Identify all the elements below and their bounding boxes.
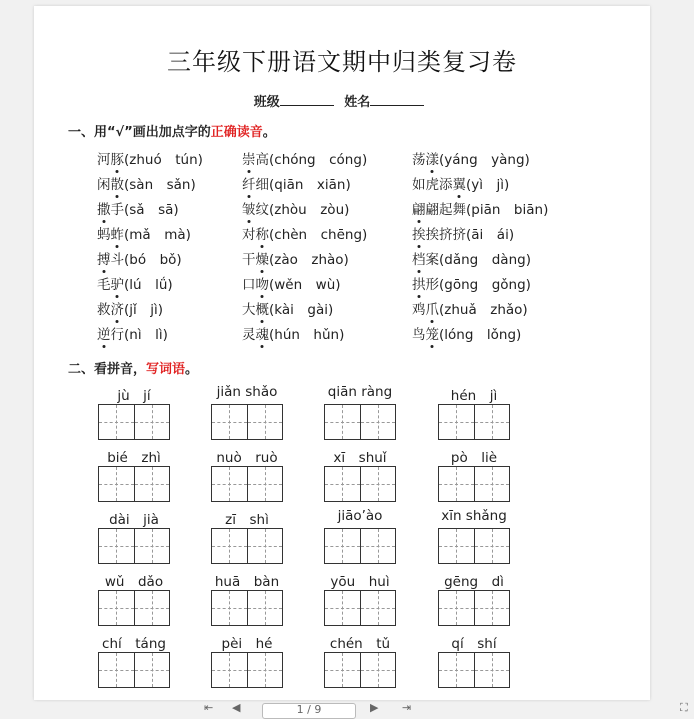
word-item — [412, 148, 530, 168]
word-row — [97, 248, 617, 268]
pinyin-label: qiān ràng — [327, 384, 393, 400]
pinyin-options[interactable]: (yì jì) — [466, 177, 510, 193]
word-item — [242, 198, 349, 218]
word-text: 荡漾 — [412, 152, 439, 168]
pinyin-label: qí shí — [451, 636, 497, 652]
writing-boxes[interactable] — [438, 466, 510, 502]
pinyin-label: xīn shǎng — [441, 508, 507, 524]
pinyin-options[interactable]: (sǎ sā) — [124, 202, 179, 218]
word-item — [97, 248, 182, 268]
word-text: 如虎添翼 — [412, 177, 466, 193]
character-box[interactable] — [248, 529, 283, 563]
writing-boxes[interactable] — [324, 528, 396, 564]
name-class-bar — [34, 91, 650, 110]
character-box[interactable] — [439, 591, 475, 625]
pinyin-options[interactable]: (āi ái) — [466, 227, 515, 243]
character-box[interactable] — [325, 529, 361, 563]
writing-boxes[interactable] — [98, 590, 170, 626]
word-text: 闲散 — [97, 177, 124, 193]
pinyin-options[interactable]: (sàn sǎn) — [124, 177, 196, 193]
class-label: 班级 — [253, 95, 280, 110]
word-text: 毛驴 — [97, 277, 124, 293]
word-item — [412, 173, 509, 193]
pinyin-label: dài jià — [109, 512, 159, 528]
writing-boxes[interactable] — [211, 590, 283, 626]
prev-page-icon[interactable]: ◀ — [232, 701, 241, 714]
character-box[interactable] — [135, 529, 170, 563]
character-box[interactable] — [475, 405, 510, 439]
character-box[interactable] — [212, 405, 248, 439]
pinyin-label: zī shì — [225, 512, 269, 528]
viewer-toolbar — [0, 701, 694, 716]
pinyin-options[interactable]: (bó bǒ) — [124, 252, 182, 268]
word-item — [242, 248, 349, 268]
character-box[interactable] — [361, 405, 396, 439]
document-page — [34, 6, 650, 700]
character-box[interactable] — [475, 591, 510, 625]
word-item — [242, 323, 344, 343]
next-page-icon[interactable]: ▶ — [370, 701, 379, 714]
word-item — [97, 223, 191, 243]
word-text: 逆行 — [97, 327, 124, 343]
pinyin-label: jù jí — [117, 388, 151, 404]
pinyin-options[interactable]: (chèn chēng) — [269, 227, 368, 243]
fullscreen-icon[interactable]: ⛶ — [680, 701, 688, 714]
pinyin-options[interactable]: (nì lì) — [124, 327, 168, 343]
pinyin-label: wǔ dǎo — [104, 574, 164, 590]
writing-boxes[interactable] — [98, 404, 170, 440]
word-text: 撒手 — [97, 202, 124, 218]
section-2-heading: 二、看拼音，写词语。 — [68, 362, 199, 377]
character-box[interactable] — [439, 405, 475, 439]
word-text: 河豚 — [97, 152, 124, 168]
pinyin-options[interactable]: (wěn wù) — [269, 277, 341, 293]
pinyin-label: nuò ruò — [216, 450, 278, 466]
writing-boxes[interactable] — [211, 466, 283, 502]
character-box[interactable] — [135, 405, 170, 439]
character-box[interactable] — [99, 591, 135, 625]
writing-boxes[interactable] — [324, 466, 396, 502]
word-text: 皱纹 — [242, 202, 269, 218]
character-box[interactable] — [361, 467, 396, 501]
character-box[interactable] — [361, 653, 396, 687]
character-box[interactable] — [99, 653, 135, 687]
pinyin-label: pèi hé — [221, 636, 273, 652]
page-indicator[interactable]: 1 / 9 — [262, 703, 356, 719]
name-label: 姓名 — [344, 95, 371, 110]
word-item — [242, 273, 341, 293]
pinyin-label: huā bàn — [214, 574, 280, 590]
word-text: 干燥 — [242, 252, 269, 268]
pinyin-label: xī shuǐ — [333, 450, 387, 466]
word-item — [412, 298, 528, 318]
pinyin-options[interactable]: (kài gài) — [269, 302, 334, 318]
grid-row — [98, 632, 568, 692]
character-box[interactable] — [325, 467, 361, 501]
word-text: 灵魂 — [242, 327, 269, 343]
word-item — [97, 298, 163, 318]
word-item — [97, 323, 168, 343]
word-item — [412, 323, 521, 343]
pinyin-options[interactable]: (dǎng dàng) — [439, 252, 531, 268]
word-text: 档案 — [412, 252, 439, 268]
word-item — [97, 173, 196, 193]
page-title: 三年级下册语文期中归类复习卷 — [167, 48, 517, 76]
word-text: 对称 — [242, 227, 269, 243]
word-text: 救济 — [97, 302, 124, 318]
writing-boxes[interactable] — [438, 652, 510, 688]
word-row — [97, 223, 617, 243]
word-item — [412, 198, 548, 218]
word-text: 鸡爪 — [412, 302, 439, 318]
character-box[interactable] — [248, 405, 283, 439]
section-1-heading: 一、用“√”画出加点字的正确读音。 — [68, 125, 276, 140]
character-box[interactable] — [325, 405, 361, 439]
character-box[interactable] — [135, 653, 170, 687]
word-row — [97, 148, 617, 168]
pinyin-options[interactable]: (zhòu zòu) — [269, 202, 350, 218]
pinyin-options[interactable]: (lú lǘ) — [124, 277, 173, 293]
word-text: 搏斗 — [97, 252, 124, 268]
writing-boxes[interactable] — [98, 528, 170, 564]
writing-boxes[interactable] — [438, 404, 510, 440]
character-box[interactable] — [212, 467, 248, 501]
first-page-icon[interactable]: ⇤ — [204, 701, 214, 714]
word-item — [412, 223, 514, 243]
pinyin-options[interactable]: (mǎ mà) — [124, 227, 191, 243]
writing-boxes[interactable] — [211, 652, 283, 688]
word-text: 蚂蚱 — [97, 227, 124, 243]
character-box[interactable] — [439, 467, 475, 501]
pinyin-options[interactable]: (zhuó tún) — [124, 152, 203, 168]
writing-boxes[interactable] — [324, 652, 396, 688]
pinyin-label: chén tǔ — [329, 636, 391, 652]
word-item — [97, 273, 173, 293]
word-row — [97, 273, 617, 293]
word-text: 崇高 — [242, 152, 269, 168]
word-row — [97, 298, 617, 318]
word-text: 大概 — [242, 302, 269, 318]
word-item — [242, 223, 367, 243]
pinyin-options[interactable]: (piān biān) — [466, 202, 549, 218]
pinyin-options[interactable]: (zhuǎ zhǎo) — [439, 302, 528, 318]
pinyin-label: jiāo’ào — [337, 508, 383, 524]
class-blank — [280, 93, 334, 106]
word-item — [412, 248, 531, 268]
pinyin-options[interactable]: (lóng lǒng) — [439, 327, 522, 343]
pinyin-label: chí táng — [102, 636, 166, 652]
grid-row — [98, 508, 568, 568]
word-item — [242, 173, 351, 193]
character-box[interactable] — [361, 591, 396, 625]
pinyin-label: bié zhì — [107, 450, 161, 466]
pinyin-label: gēng dì — [444, 574, 504, 590]
word-text: 纤细 — [242, 177, 269, 193]
character-box[interactable] — [99, 467, 135, 501]
word-row — [97, 173, 617, 193]
character-box[interactable] — [325, 591, 361, 625]
pinyin-label: hén jì — [450, 388, 498, 404]
character-box[interactable] — [475, 467, 510, 501]
character-box[interactable] — [248, 653, 283, 687]
grid-row — [98, 570, 568, 630]
word-item — [97, 148, 203, 168]
character-box[interactable] — [439, 529, 475, 563]
character-box[interactable] — [248, 591, 283, 625]
pinyin-label: pò liè — [450, 450, 498, 466]
pinyin-options[interactable]: (zào zhào) — [269, 252, 349, 268]
word-row — [97, 323, 617, 343]
pinyin-options[interactable]: (gōng gǒng) — [439, 277, 531, 293]
character-box[interactable] — [135, 467, 170, 501]
word-row — [97, 198, 617, 218]
grid-row — [98, 446, 568, 506]
word-item — [97, 198, 179, 218]
pinyin-options[interactable]: (chóng cóng) — [269, 152, 368, 168]
name-blank — [370, 93, 424, 106]
character-box[interactable] — [212, 591, 248, 625]
character-box[interactable] — [439, 653, 475, 687]
character-box[interactable] — [361, 529, 396, 563]
character-box[interactable] — [475, 653, 510, 687]
word-text: 挨挨挤挤 — [412, 227, 466, 243]
character-box[interactable] — [99, 529, 135, 563]
writing-boxes[interactable] — [98, 652, 170, 688]
character-box[interactable] — [325, 653, 361, 687]
pinyin-label: jiǎn shǎo — [216, 384, 278, 400]
pinyin-options[interactable]: (jǐ jì) — [124, 302, 164, 318]
grid-row — [98, 384, 568, 444]
writing-boxes[interactable] — [211, 404, 283, 440]
character-box[interactable] — [212, 653, 248, 687]
word-item — [242, 148, 367, 168]
character-box[interactable] — [248, 467, 283, 501]
word-item — [412, 273, 531, 293]
writing-boxes[interactable] — [324, 404, 396, 440]
writing-boxes[interactable] — [438, 528, 510, 564]
writing-boxes[interactable] — [324, 590, 396, 626]
writing-boxes[interactable] — [211, 528, 283, 564]
pinyin-options[interactable]: (yáng yàng) — [439, 152, 530, 168]
writing-boxes[interactable] — [98, 466, 170, 502]
word-item — [242, 298, 333, 318]
character-box[interactable] — [212, 529, 248, 563]
character-box[interactable] — [475, 529, 510, 563]
word-text: 鸟笼 — [412, 327, 439, 343]
word-text: 翩翩起舞 — [412, 202, 466, 218]
character-box[interactable] — [135, 591, 170, 625]
writing-boxes[interactable] — [438, 590, 510, 626]
character-box[interactable] — [99, 405, 135, 439]
word-text: 口吻 — [242, 277, 269, 293]
last-page-icon[interactable]: ⇥ — [402, 701, 412, 714]
pinyin-options[interactable]: (qiān xiān) — [269, 177, 351, 193]
pinyin-options[interactable]: (hún hǔn) — [269, 327, 345, 343]
word-text: 拱形 — [412, 277, 439, 293]
pinyin-label: yōu huì — [330, 574, 390, 590]
